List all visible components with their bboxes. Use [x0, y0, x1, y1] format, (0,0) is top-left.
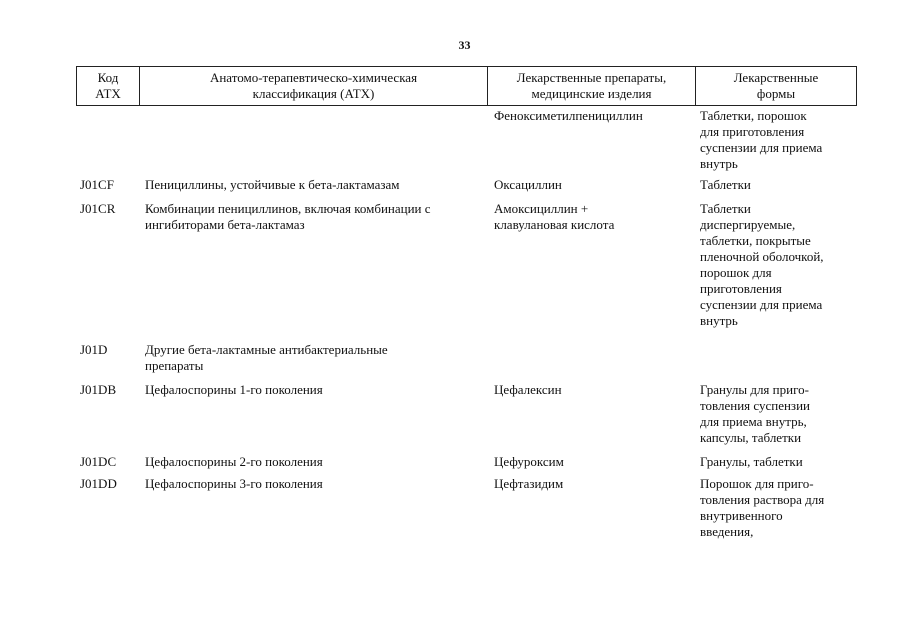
atc-classification: Комбинации пенициллинов, включая комбинации с ингибиторами бета-лактамаз [145, 201, 431, 232]
atc-classification: Другие бета-лактамные антибактериальные препараты [145, 342, 388, 373]
table-header [76, 66, 857, 106]
header-drugs: Лекарственные препараты, медицинские изделия [488, 67, 696, 105]
drug-name: Оксациллин [494, 177, 562, 192]
header-forms: Лекарственные формы [733, 70, 819, 101]
dosage-form: Таблетки [700, 177, 751, 192]
atc-code: J01DB [80, 382, 117, 397]
atc-classification: Цефалоспорины 3-го поколения [145, 476, 323, 491]
atc-classification: Пенициллины, устойчивые к бета-лактамазам [145, 177, 400, 192]
dosage-form: Таблетки диспергируемые, таблетки, покрытые пленочной оболочкой, порошок для приготовления суспензии для приема внутрь [700, 201, 824, 328]
dosage-form: Гранулы для приго- товления суспензии для приема внутрь, капсулы, таблетки [700, 382, 810, 445]
atc-code: J01D [80, 342, 108, 357]
drug-name: Феноксиметилпенициллин [494, 108, 643, 123]
header-classification: Анатомо-терапевтическо-химическая классификация (АТХ) [140, 67, 488, 105]
atc-code: J01DD [80, 476, 117, 491]
drug-name: Амоксициллин + клавулановая кислота [494, 201, 615, 232]
atc-classification: Цефалоспорины 2-го поколения [145, 454, 323, 469]
atc-code: J01CR [80, 201, 116, 216]
dosage-form: Таблетки, порошок для приготовления суспензии для приема внутрь [700, 108, 823, 171]
dosage-form: Гранулы, таблетки [700, 454, 803, 469]
page-number: 33 [458, 38, 471, 52]
atc-code: J01CF [80, 177, 114, 192]
drug-name: Цефуроксим [494, 454, 564, 469]
dosage-form: Порошок для приго- товления раствора для внутривенного введения, [700, 476, 825, 539]
atc-classification: Цефалоспорины 1-го поколения [145, 382, 323, 397]
drug-name: Цефалексин [494, 382, 562, 397]
atc-code: J01DC [80, 454, 117, 469]
drug-name: Цефтазидим [494, 476, 564, 491]
header-code: Код АТХ [77, 67, 140, 105]
